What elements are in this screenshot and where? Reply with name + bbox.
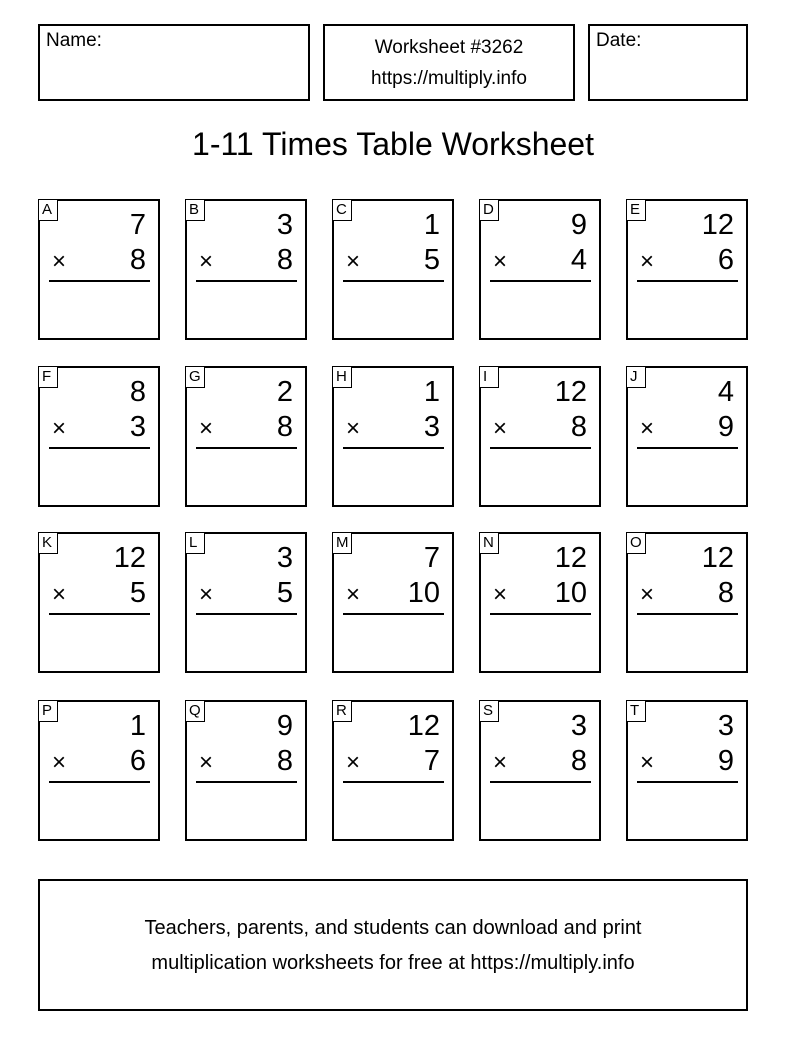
problem-label: T [626,700,646,722]
times-sign: × [640,248,655,275]
multiplicand: 1 [423,209,440,241]
answer-line [343,613,444,615]
footer-text-line-2: multiplication worksheets for free at https://multiply.info [151,952,635,974]
times-sign: × [640,749,655,776]
problem-label: B [185,199,205,221]
answer-line [196,447,297,449]
multiplier: 5 [129,577,146,609]
worksheet-url: https://multiply.info [371,68,527,89]
multiplier: 8 [276,745,293,777]
problem-card [332,700,454,841]
worksheet-info-box [323,24,575,101]
times-sign: × [199,415,214,442]
problem-label: S [479,700,499,722]
multiplier: 8 [276,411,293,443]
times-sign: × [493,581,508,608]
date-label: Date: [596,30,642,51]
footer-text-line-1: Teachers, parents, and students can download and print [144,917,642,939]
times-sign: × [493,749,508,776]
problem-card [185,199,307,340]
answer-line [196,613,297,615]
answer-line [49,781,150,783]
multiplicand: 9 [276,710,293,742]
problem-label: K [38,532,58,554]
problem-label: I [479,366,499,388]
answer-line [490,447,591,449]
times-sign: × [52,248,67,275]
multiplier: 3 [129,411,146,443]
times-sign: × [52,581,67,608]
multiplicand: 7 [423,542,440,574]
footer-box [38,879,748,1011]
multiplicand: 12 [113,542,146,574]
problem-card [185,700,307,841]
times-sign: × [199,248,214,275]
multiplier: 5 [423,244,440,276]
name-label: Name: [46,30,102,51]
problem-card [38,366,160,507]
multiplier: 5 [276,577,293,609]
multiplier: 8 [129,244,146,276]
answer-line [490,613,591,615]
multiplier: 3 [423,411,440,443]
problem-card [479,700,601,841]
answer-line [196,280,297,282]
multiplicand: 7 [129,209,146,241]
multiplier: 8 [570,745,587,777]
problem-label: N [479,532,499,554]
times-sign: × [346,581,361,608]
answer-line [343,781,444,783]
problem-label: F [38,366,58,388]
answer-line [490,781,591,783]
problem-card [479,532,601,673]
problem-label: M [332,532,352,554]
page-title: 1-11 Times Table Worksheet [192,126,594,162]
answer-line [49,447,150,449]
multiplier: 9 [717,745,734,777]
multiplicand: 1 [129,710,146,742]
multiplier: 10 [554,577,587,609]
times-sign: × [640,415,655,442]
multiplier: 9 [717,411,734,443]
times-sign: × [346,248,361,275]
problem-label: C [332,199,352,221]
problem-card [626,366,748,507]
problem-card [479,366,601,507]
answer-line [637,613,738,615]
problem-card [626,532,748,673]
answer-line [490,280,591,282]
multiplicand: 2 [276,376,293,408]
answer-line [196,781,297,783]
multiplier: 4 [570,244,587,276]
multiplicand: 12 [554,376,587,408]
problem-card [332,199,454,340]
problem-card [38,199,160,340]
problem-label: Q [185,700,205,722]
problem-label: H [332,366,352,388]
problem-card [185,366,307,507]
multiplier: 8 [276,244,293,276]
multiplicand: 12 [701,209,734,241]
multiplicand: 9 [570,209,587,241]
answer-line [637,280,738,282]
times-sign: × [346,749,361,776]
multiplier: 10 [407,577,440,609]
problem-card [479,199,601,340]
problem-label: G [185,366,205,388]
times-sign: × [346,415,361,442]
times-sign: × [52,749,67,776]
problem-label: L [185,532,205,554]
problem-card [332,532,454,673]
problem-card [626,199,748,340]
problem-label: J [626,366,646,388]
problem-label: A [38,199,58,221]
problem-card [185,532,307,673]
date-field-box [588,24,748,101]
answer-line [49,613,150,615]
multiplicand: 3 [717,710,734,742]
multiplier: 6 [129,745,146,777]
multiplicand: 12 [407,710,440,742]
answer-line [343,447,444,449]
times-sign: × [52,415,67,442]
multiplicand: 3 [276,542,293,574]
multiplier: 8 [717,577,734,609]
answer-line [637,781,738,783]
multiplier: 7 [423,745,440,777]
times-sign: × [199,581,214,608]
times-sign: × [640,581,655,608]
answer-line [343,280,444,282]
problem-card [332,366,454,507]
multiplicand: 12 [701,542,734,574]
problem-label: R [332,700,352,722]
answer-line [49,280,150,282]
problem-label: P [38,700,58,722]
multiplicand: 12 [554,542,587,574]
name-field-box [38,24,310,101]
multiplicand: 4 [717,376,734,408]
times-sign: × [199,749,214,776]
multiplicand: 1 [423,376,440,408]
times-sign: × [493,248,508,275]
problem-label: D [479,199,499,221]
problem-label: O [626,532,646,554]
multiplier: 6 [717,244,734,276]
multiplicand: 3 [276,209,293,241]
multiplier: 8 [570,411,587,443]
problem-label: E [626,199,646,221]
problem-card [38,532,160,673]
multiplicand: 8 [129,376,146,408]
worksheet-number: Worksheet #3262 [374,37,524,58]
times-sign: × [493,415,508,442]
multiplicand: 3 [570,710,587,742]
problem-card [626,700,748,841]
answer-line [637,447,738,449]
problem-card [38,700,160,841]
